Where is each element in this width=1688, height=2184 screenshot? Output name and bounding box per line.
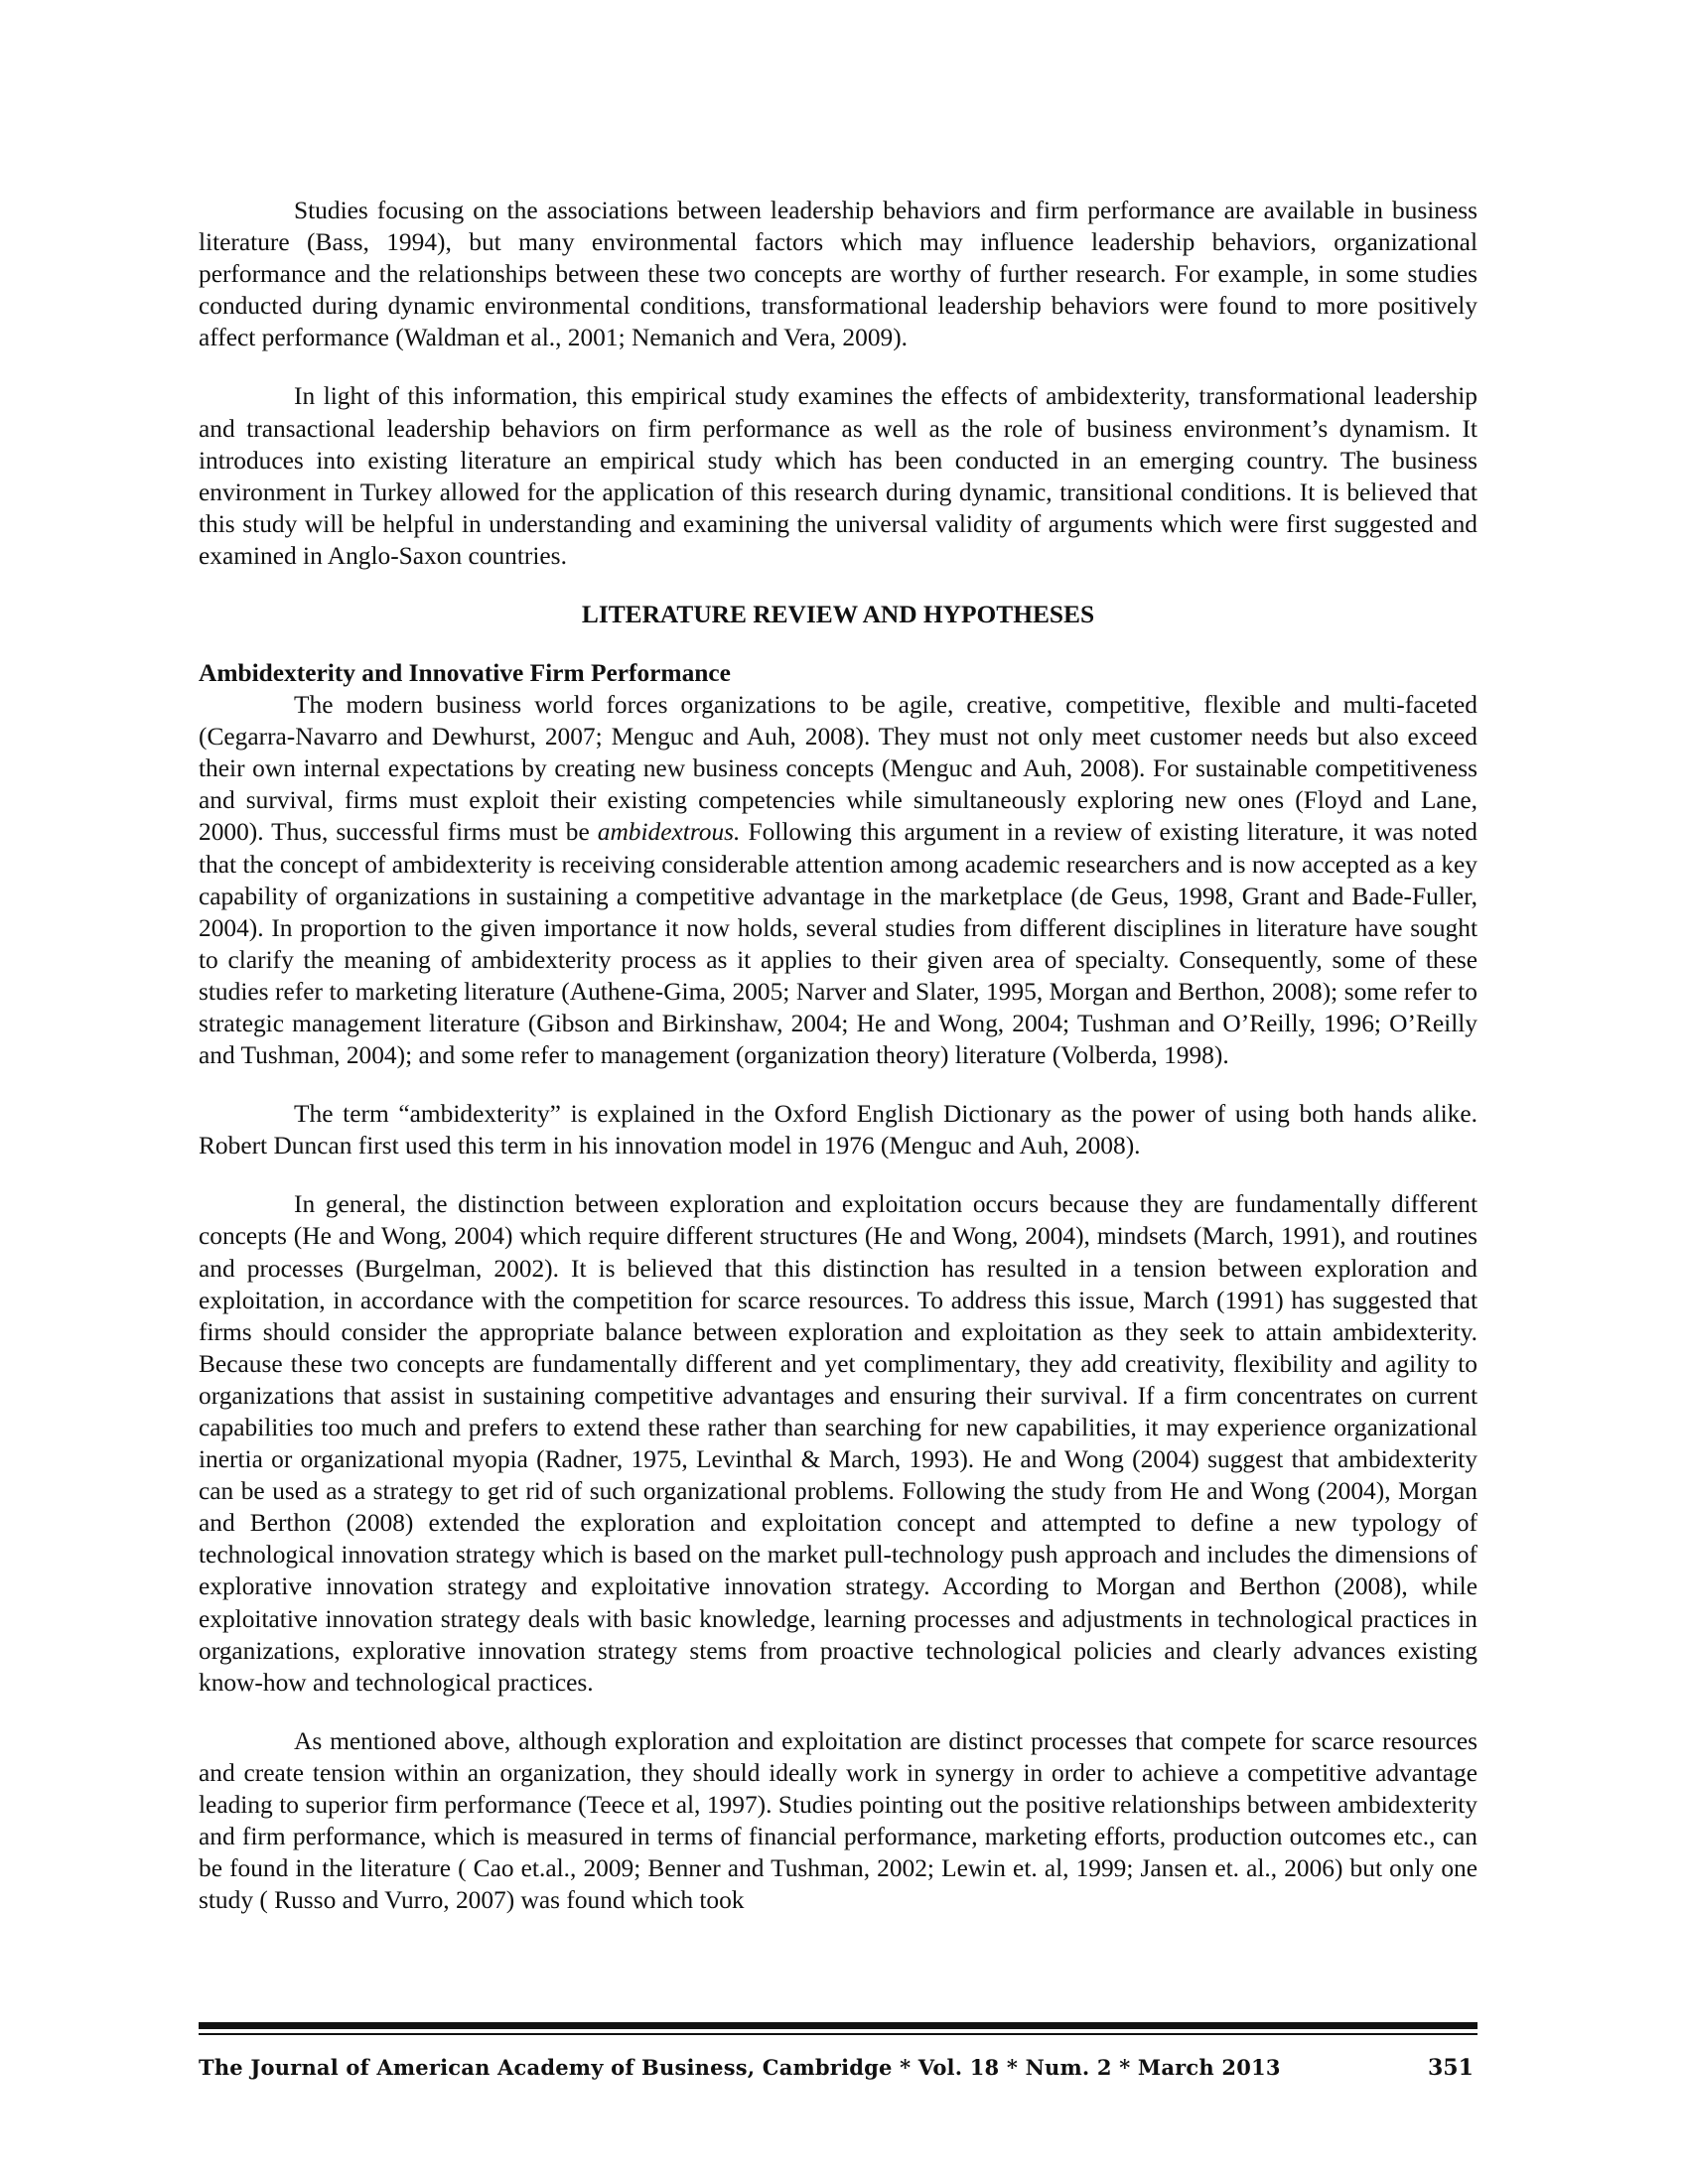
paragraph-study-purpose: In light of this information, this empirical study examines the effects of ambidexterity, transformational leadership and transactional leadership behaviors on firm performance as well as the role of business environment’s dynamism. It introduces into existing literature an empirical study which has been conducted in an emerging country. The business environment in Turkey allowed for the application of this research during dynamic, transitional conditions. It is believed that this study will be helpful in understanding and examining the universal validity of arguments which were first suggested and examined in Anglo-Saxon countries. (199, 382, 1477, 570)
paragraph-term-definition: The term “ambidexterity” is explained in the Oxford English Dictionary as the power of using both hands alike. Robert Duncan first used this term in his innovation model in 1976 (Menguc and Auh, 2008). (199, 1100, 1477, 1160)
paragraph-ambidexterity-intro (199, 689, 1477, 1071)
page-number: 351 (1428, 2055, 1474, 2081)
paragraph-text-after: Following this argument in a review of existing literature, it was noted that the concept of ambidexterity is receiving considerable attention among academic researchers and is now accepted as a key capability of organizations in sustaining a competitive advantage in the marketplace (de Geus, 1998, Grant and Bade-Fuller, 2004). In proportion to the given importance it now holds, several studies from different disciplines in literature have sought to clarify the meaning of ambidexterity process as it applies to their given area of specialty. Consequently, some of these studies refer to marketing literature (Authene-Gima, 2005; Narver and Slater, 1995, Morgan and Berthon, 2008); some refer to strategic management literature (Gibson and Birkinshaw, 2004; He and Wong, 2004; Tushman and O’Reilly, 1996; O’Reilly and Tushman, 2004); and some refer to management (organization theory) literature (Volberda, 1998). (199, 818, 1477, 1070)
paragraph-leadership-performance: Studies focusing on the associations between leadership behaviors and firm performance are available in business literature (Bass, 1994), but many environmental factors which may influence leadership behaviors, organizational performance and the relationships between these two concepts are worthy of further research. For example, in some studies conducted during dynamic environmental conditions, transformational leadership behaviors were found to more positively affect performance (Waldman et al., 2001; Nemanich and Vera, 2009). (199, 197, 1477, 352)
footer-journal-citation: The Journal of American Academy of Business, Cambridge * Vol. 18 * Num. 2 * March 2013 (199, 2055, 1281, 2080)
footer-rule-thick (199, 2022, 1477, 2029)
section-heading: LITERATURE REVIEW AND HYPOTHESES (581, 601, 1095, 629)
subsection-heading: Ambidexterity and Innovative Firm Performance (199, 659, 731, 688)
paragraph-synergy: As mentioned above, although exploration and exploitation are distinct processes that compete for scarce resources and create tension within an organization, they should ideally work in synergy in order to achieve a competitive advantage leading to superior firm performance (Teece et al, 1997). Studies pointing out the positive relationships between ambidexterity and firm performance, which is measured in terms of financial performance, marketing efforts, production outcomes etc., can be found in the literature ( Cao et.al., 2009; Benner and Tushman, 2002; Lewin et. al, 1999; Jansen et. al., 2006) but only one study ( Russo and Vurro, 2007) was found which took (199, 1726, 1477, 1915)
emphasis-ambidextrous: ambidextrous. (597, 818, 741, 847)
article-body (199, 195, 1477, 1943)
paragraph-text-before: The modern business world forces organizations to be agile, creative, competitive, flexible and multi-faceted (Cegarra-Navarro and Dewhurst, 2007; Menguc and Auh, 2008). They must not only meet customer needs but also exceed their own internal expectations by creating new business concepts (Menguc and Auh, 2008). For sustainable competitiveness and survival, firms must exploit their existing competencies while simultaneously exploring new ones (Floyd and Lane, 2000). Thus, successful firms must be (199, 691, 1477, 847)
footer-rule-thin (199, 2033, 1477, 2035)
paragraph-exploration-exploitation: In general, the distinction between exploration and exploitation occurs because they are fundamentally different concepts (He and Wong, 2004) which require different structures (He and Wong, 2004), mindsets (March, 1991), and routines and processes (Burgelman, 2002). It is believed that this distinction has resulted in a tension between exploration and exploitation, in accordance with the competition for scarce resources. To address this issue, March (1991) has suggested that firms should consider the appropriate balance between exploration and exploitation as they seek to attain ambidexterity. Because these two concepts are fundamentally different and yet complimentary, they add creativity, flexibility and agility to organizations that assist in sustaining competitive advantages and ensuring their survival. If a firm concentrates on current capabilities too much and prefers to extend these rather than searching for new capabilities, it may experience organizational inertia or organizational myopia (Radner, 1975, Levinthal & March, 1993). He and Wong (2004) suggest that ambidexterity can be used as a strategy to get rid of such organizational problems. Following the study from He and Wong (2004), Morgan and Berthon (2008) extended the exploration and exploitation concept and attempted to define a new typology of technological innovation strategy which is based on the market pull-technology push approach and includes the dimensions of explorative innovation strategy and exploitative innovation strategy. According to Morgan and Berthon (2008), while exploitative innovation strategy deals with basic knowledge, learning processes and adjustments in technological practices in organizations, explorative innovation strategy stems from proactive technological policies and clearly advances existing know-how and technological practices. (199, 1190, 1477, 1697)
